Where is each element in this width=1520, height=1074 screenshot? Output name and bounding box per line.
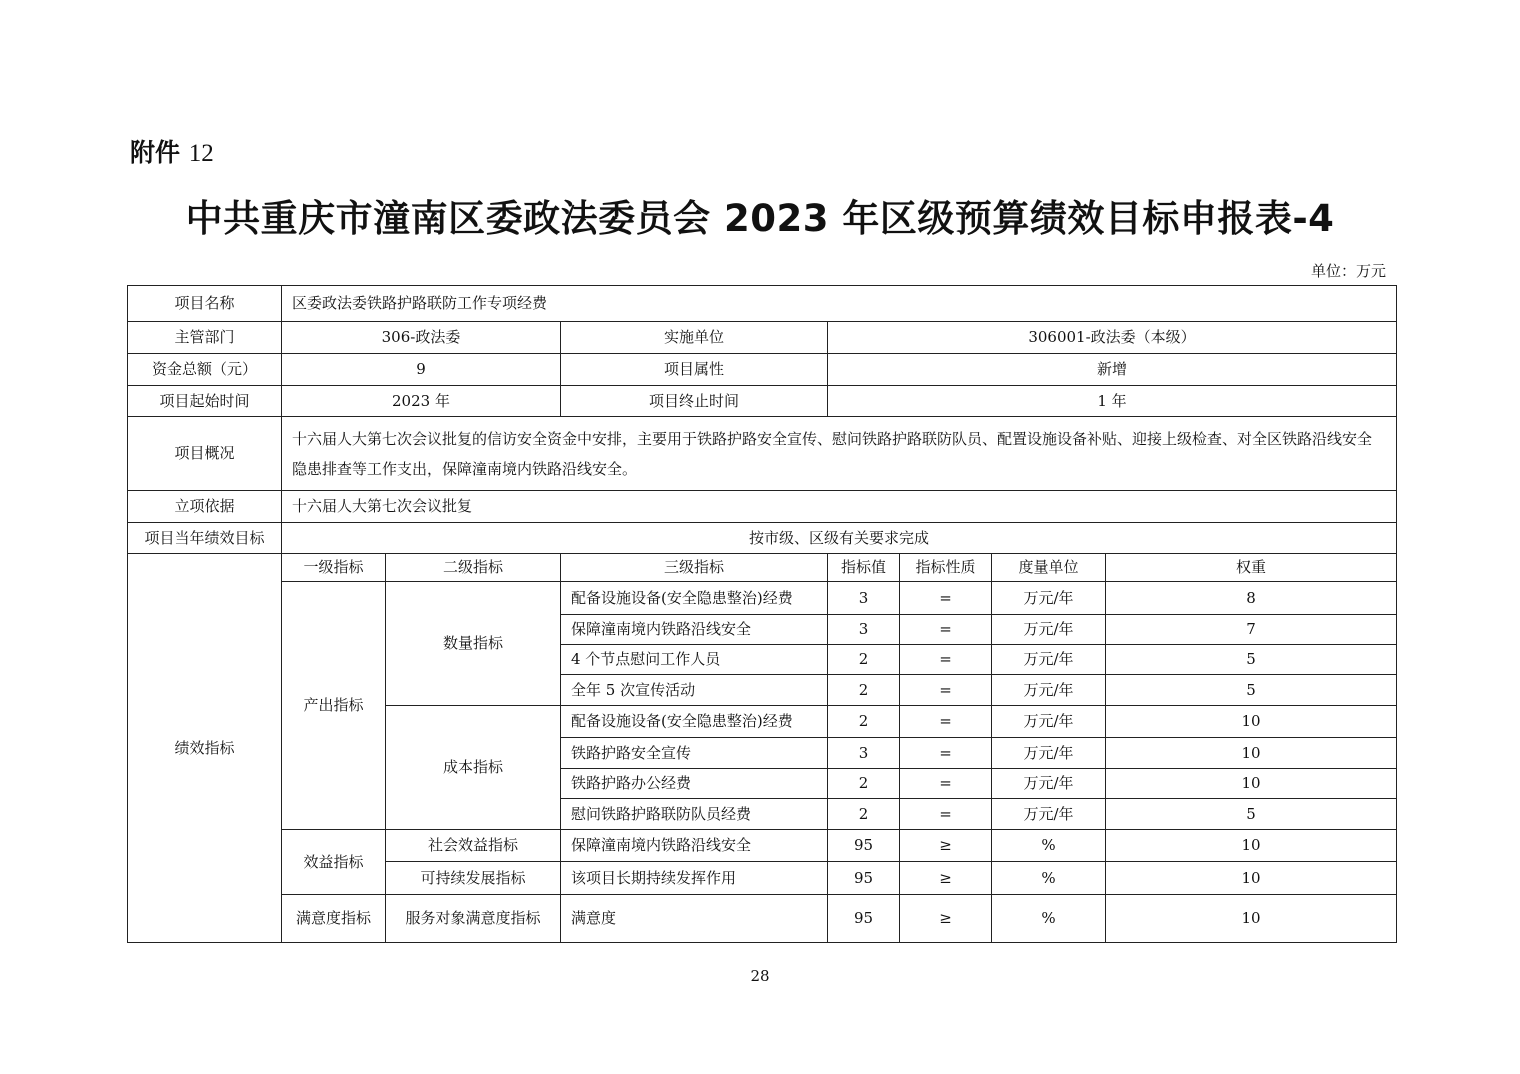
indicator-value: 2: [828, 769, 900, 799]
attr-value: 新增: [828, 354, 1397, 386]
goal-value: 按市级、区级有关要求完成: [282, 523, 1397, 554]
indicator-value: 2: [828, 799, 900, 830]
column-header: 权重: [1106, 554, 1397, 582]
level2-indicator: 数量指标: [386, 582, 561, 706]
indicator-unit: 万元/年: [992, 675, 1106, 706]
indicator-nature: ≥: [900, 830, 992, 862]
table-row: [128, 491, 1397, 523]
indicator-value: 2: [828, 706, 900, 738]
indicator-nature: =: [900, 582, 992, 615]
indicator-name: 铁路护路安全宣传: [561, 738, 828, 769]
indicator-name: 保障潼南境内铁路沿线安全: [561, 830, 828, 862]
indicator-unit: 万元/年: [992, 582, 1106, 615]
indicator-name: 配备设施设备(安全隐患整治)经费: [561, 582, 828, 615]
indicator-value: 95: [828, 895, 900, 943]
indicator-nature: =: [900, 738, 992, 769]
dept-label: 主管部门: [128, 322, 282, 354]
attachment-label: [130, 133, 214, 169]
indicator-nature: =: [900, 615, 992, 645]
attachment-prefix: 附件: [130, 138, 181, 167]
indicator-nature: =: [900, 645, 992, 675]
document-title: 中共重庆市潼南区委政法委员会 2023 年区级预算绩效目标申报表-4: [185, 197, 1335, 240]
indicator-value: 95: [828, 830, 900, 862]
indicator-nature: =: [900, 769, 992, 799]
level2-indicator: 可持续发展指标: [386, 862, 561, 895]
column-header: 指标性质: [900, 554, 992, 582]
level1-indicator: 效益指标: [282, 830, 386, 895]
table-row: [128, 354, 1397, 386]
level2-indicator: 社会效益指标: [386, 830, 561, 862]
attachment-number: 12: [188, 140, 214, 167]
goal-label: 项目当年绩效目标: [128, 523, 282, 554]
basis-label: 立项依据: [128, 491, 282, 523]
indicator-weight: 5: [1106, 645, 1397, 675]
table-row: [128, 523, 1397, 554]
project-name-value: 区委政法委铁路护路联防工作专项经费: [282, 286, 1397, 322]
level2-indicator: 服务对象满意度指标: [386, 895, 561, 943]
impl-label: 实施单位: [561, 322, 828, 354]
level1-indicator: 产出指标: [282, 582, 386, 830]
project-name-label: 项目名称: [128, 286, 282, 322]
attr-label: 项目属性: [561, 354, 828, 386]
indicator-nature: =: [900, 675, 992, 706]
indicator-nature: ≥: [900, 895, 992, 943]
indicators-section-label: 绩效指标: [128, 554, 282, 943]
end-label: 项目终止时间: [561, 386, 828, 417]
start-label: 项目起始时间: [128, 386, 282, 417]
indicator-weight: 10: [1106, 769, 1397, 799]
column-header: 二级指标: [386, 554, 561, 582]
table-row: [128, 582, 1397, 615]
indicator-unit: %: [992, 830, 1106, 862]
funds-label: 资金总额（元）: [128, 354, 282, 386]
indicator-weight: 7: [1106, 615, 1397, 645]
column-header: 一级指标: [282, 554, 386, 582]
level1-indicator: 满意度指标: [282, 895, 386, 943]
indicator-unit: 万元/年: [992, 769, 1106, 799]
indicator-nature: ≥: [900, 862, 992, 895]
table-row: [128, 322, 1397, 354]
indicator-name: 铁路护路办公经费: [561, 769, 828, 799]
indicator-value: 3: [828, 582, 900, 615]
impl-value: 306001-政法委（本级）: [828, 322, 1397, 354]
indicator-weight: 10: [1106, 706, 1397, 738]
indicator-nature: =: [900, 706, 992, 738]
indicator-weight: 10: [1106, 862, 1397, 895]
unit-note: 单位：万元: [1310, 262, 1386, 280]
indicator-name: 慰问铁路护路联防队员经费: [561, 799, 828, 830]
page-number: 28: [750, 967, 770, 985]
basis-value: 十六届人大第七次会议批复: [282, 491, 1397, 523]
indicator-weight: 10: [1106, 738, 1397, 769]
column-header: 指标值: [828, 554, 900, 582]
indicator-weight: 10: [1106, 895, 1397, 943]
budget-performance-table: [127, 285, 1397, 943]
indicator-unit: 万元/年: [992, 645, 1106, 675]
indicator-weight: 8: [1106, 582, 1397, 615]
table-row: [128, 417, 1397, 491]
column-header: 三级指标: [561, 554, 828, 582]
table-row: [128, 286, 1397, 322]
table-row: [128, 554, 1397, 582]
funds-value: 9: [282, 354, 561, 386]
indicator-value: 2: [828, 675, 900, 706]
indicator-name: 保障潼南境内铁路沿线安全: [561, 615, 828, 645]
indicator-name: 配备设施设备(安全隐患整治)经费: [561, 706, 828, 738]
indicator-value: 95: [828, 862, 900, 895]
indicator-unit: 万元/年: [992, 799, 1106, 830]
table-row: [128, 830, 1397, 862]
indicator-weight: 5: [1106, 799, 1397, 830]
indicator-unit: 万元/年: [992, 615, 1106, 645]
indicator-name: 满意度: [561, 895, 828, 943]
indicator-value: 2: [828, 645, 900, 675]
table-row: [128, 386, 1397, 417]
dept-value: 306-政法委: [282, 322, 561, 354]
indicator-weight: 10: [1106, 830, 1397, 862]
indicator-value: 3: [828, 615, 900, 645]
overview-label: 项目概况: [128, 417, 282, 491]
indicator-name: 全年 5 次宣传活动: [561, 675, 828, 706]
indicator-unit: 万元/年: [992, 706, 1106, 738]
indicator-value: 3: [828, 738, 900, 769]
start-value: 2023 年: [282, 386, 561, 417]
level2-indicator: 成本指标: [386, 706, 561, 830]
indicator-unit: %: [992, 862, 1106, 895]
indicator-unit: %: [992, 895, 1106, 943]
column-header: 度量单位: [992, 554, 1106, 582]
indicator-weight: 5: [1106, 675, 1397, 706]
indicator-nature: =: [900, 799, 992, 830]
overview-value: 十六届人大第七次会议批复的信访安全资金中安排，主要用于铁路护路安全宣传、慰问铁路护路联防队员、配置设施设备补贴、迎接上级检查、对全区铁路沿线安全隐患排查等工作支出，保障潼南境内铁路沿线安全。: [282, 417, 1397, 491]
table-row: [128, 895, 1397, 943]
indicator-name: 该项目长期持续发挥作用: [561, 862, 828, 895]
indicator-unit: 万元/年: [992, 738, 1106, 769]
indicator-name: 4 个节点慰问工作人员: [561, 645, 828, 675]
end-value: 1 年: [828, 386, 1397, 417]
